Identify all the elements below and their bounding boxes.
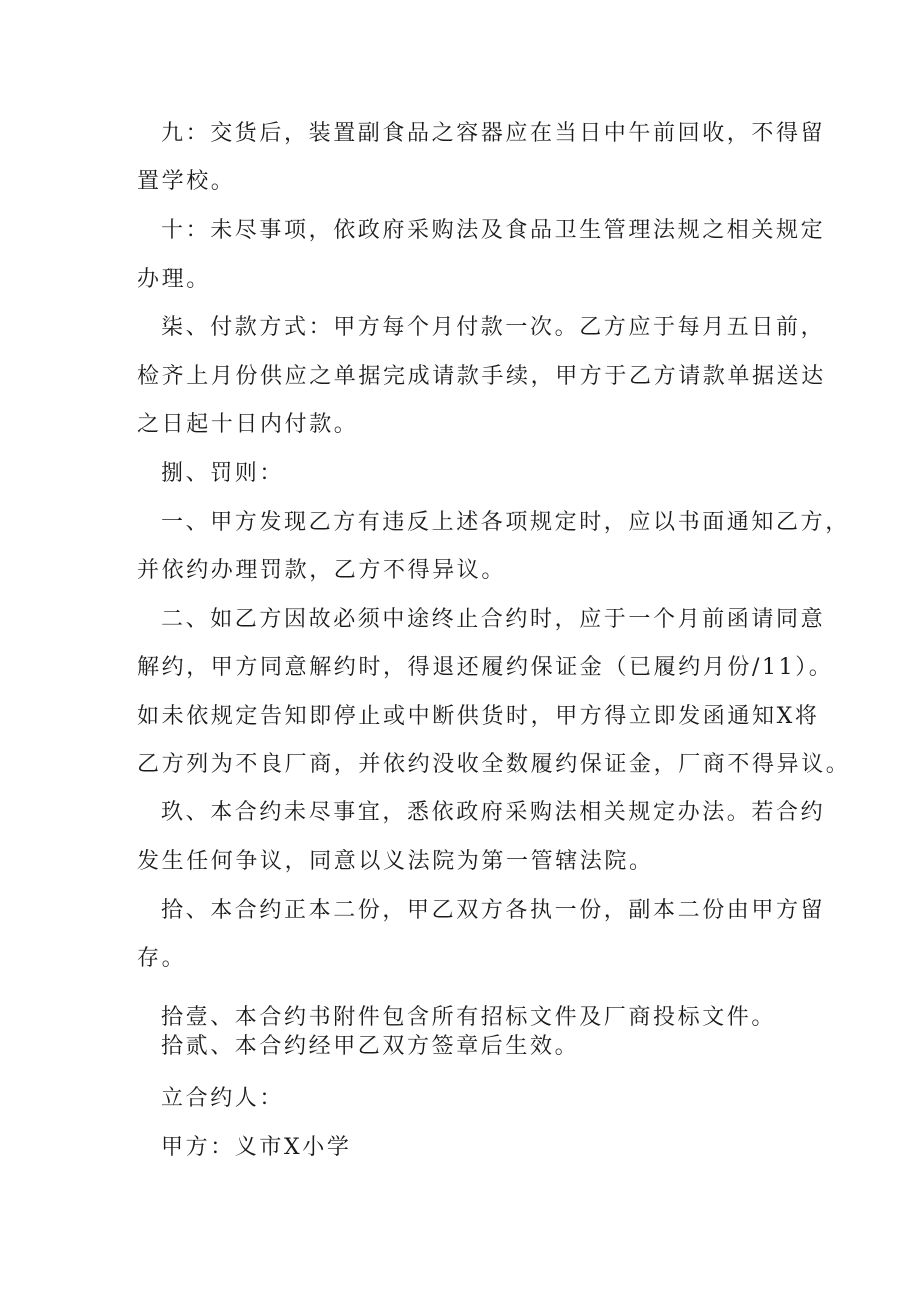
penalty-1-line-1: 一、甲方发现乙方有违反上述各项规定时，应以书面通知乙方， (161, 510, 850, 535)
signatories-heading: 立合约人： (161, 1086, 285, 1111)
article-12: 拾贰、本合约经甲乙双方签章后生效。 (161, 1034, 580, 1059)
article-10-line-1: 拾、本合约正本二份，甲乙双方各执一份，副本二份由甲方留 (161, 898, 826, 923)
clause-9-line-1: 九：交货后，装置副食品之容器应在当日中午前回收，不得留 (161, 121, 826, 146)
clause-10-line-1: 十：未尽事项，依政府采购法及食品卫生管理法规之相关规定 (161, 218, 826, 243)
penalty-2-line-4: 乙方列为不良厂商，并依约没收全数履约保证金，厂商不得异议。 (137, 752, 851, 777)
penalty-heading: 捌、罚则： (161, 461, 285, 486)
clause-10-line-2: 办理。 (137, 267, 211, 292)
party-a: 甲方：义市X小学 (161, 1135, 352, 1160)
payment-line-3: 之日起十日内付款。 (137, 412, 359, 437)
payment-line-2: 检齐上月份供应之单据完成请款手续，甲方于乙方请款单据送达 (137, 364, 826, 389)
payment-line-1: 柒、付款方式：甲方每个月付款一次。乙方应于每月五日前， (161, 315, 826, 340)
penalty-2-line-2: 解约，甲方同意解约时，得退还履约保证金（已履约月份/11）。 (137, 655, 834, 680)
penalty-2-line-1: 二、如乙方因故必须中途终止合约时，应于一个月前函请同意 (161, 607, 826, 632)
article-11: 拾壹、本合约书附件包含所有招标文件及厂商投标文件。 (161, 1005, 777, 1030)
article-9-line-2: 发生任何争议，同意以义法院为第一管辖法院。 (137, 849, 654, 874)
article-10-line-2: 存。 (137, 946, 187, 971)
article-9-line-1: 玖、本合约未尽事宜，悉依政府采购法相关规定办法。若合约 (161, 800, 826, 825)
clause-9-line-2: 置学校。 (137, 169, 236, 194)
penalty-2-line-3: 如未依规定告知即停止或中断供货时，甲方得立即发函通知X将 (137, 704, 820, 729)
penalty-1-line-2: 并依约办理罚款，乙方不得异议。 (137, 558, 507, 583)
